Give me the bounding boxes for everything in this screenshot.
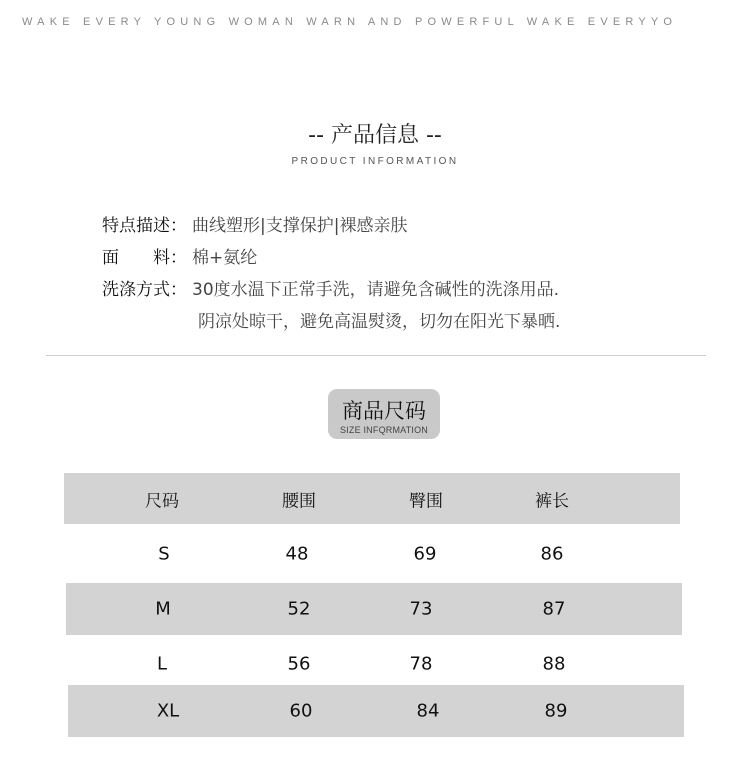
- size-info-badge: [328, 389, 440, 439]
- waist-cell: 48: [285, 543, 309, 565]
- table-row: [64, 528, 680, 580]
- info-label: 特点描述：: [102, 216, 187, 236]
- info-row-washing: [102, 275, 559, 300]
- waist-cell: 52: [287, 598, 311, 620]
- size-table-header: [64, 473, 680, 524]
- hip-cell: 78: [409, 653, 433, 675]
- waist-cell: 56: [287, 653, 311, 675]
- info-row-features: [102, 211, 407, 236]
- waist-cell: 60: [289, 700, 313, 722]
- length-cell: 88: [542, 653, 566, 675]
- product-info-subtitle: PRODUCT INFORMATION: [291, 156, 459, 167]
- table-row: [66, 638, 682, 690]
- info-value: 30度水温下正常手洗，请避免含碱性的洗涤用品.: [192, 280, 560, 300]
- section-divider: [46, 355, 706, 356]
- length-cell: 86: [540, 543, 564, 565]
- tagline: WAKE EVERY YOUNG WOMAN WARN AND POWERFUL WAKE EVERYYO: [22, 16, 678, 28]
- length-cell: 89: [544, 700, 568, 722]
- column-header-length: 裤长: [535, 491, 569, 511]
- info-value: 棉+氨纶: [192, 248, 258, 268]
- info-row-fabric: [102, 243, 257, 268]
- column-header-size: 尺码: [145, 491, 179, 511]
- washing-continuation: 阴凉处晾干，避免高温熨烫，切勿在阳光下暴晒.: [198, 312, 561, 332]
- info-label: 面 料：: [102, 248, 187, 268]
- column-header-hip: 臀围: [409, 491, 443, 511]
- hip-cell: 69: [413, 543, 437, 565]
- length-cell: 87: [542, 598, 566, 620]
- info-label: 洗涤方式：: [102, 280, 187, 300]
- product-info-title: -- 产品信息 --: [308, 123, 442, 148]
- hip-cell: 73: [409, 598, 433, 620]
- table-row: [68, 685, 684, 737]
- info-value: 曲线塑形|支撑保护|裸感亲肤: [192, 216, 408, 236]
- size-info-subtitle: SIZE INFQRMATION: [339, 425, 429, 435]
- size-info-title: 商品尺码: [342, 399, 426, 423]
- size-cell: M: [155, 598, 171, 620]
- column-header-waist: 腰围: [282, 491, 316, 511]
- hip-cell: 84: [416, 700, 440, 722]
- size-cell: XL: [156, 700, 180, 722]
- size-cell: L: [156, 653, 168, 675]
- size-cell: S: [158, 543, 170, 565]
- table-row: [66, 583, 682, 635]
